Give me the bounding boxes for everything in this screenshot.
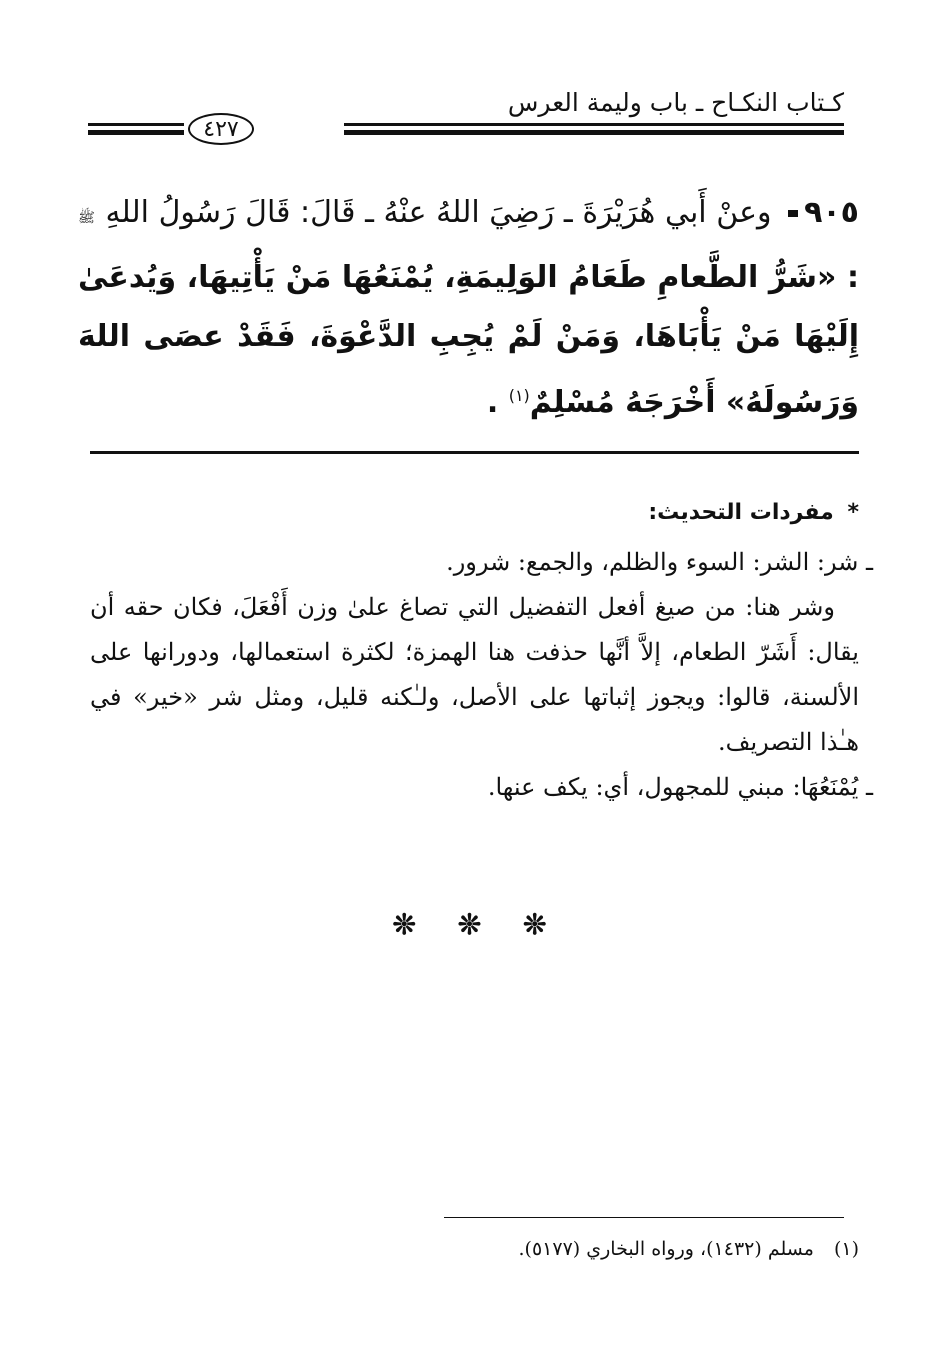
separator-star-icon: ❊ [457,908,482,941]
page-number [188,113,254,145]
hadith-narration-intro: وعنْ أَبي هُرَيْرَةَ ـ رَضِيَ اللهُ عنْهُ ـ قَالَ: قَالَ رَسُولُ اللهِ [105,195,772,230]
vocab-heading [648,500,859,525]
footnote [519,1238,859,1260]
vocab-entry-sharr: ـ شر: الشر: السوء والظلم، والجمع: شرور. [446,548,873,576]
running-title: كـتاب النكـاح ـ باب وليمة العرس [507,88,844,117]
hadith-text: : «شَرُّ الطَّعامِ طَعَامُ الوَلِيمَةِ، يُمْنَعُهَا مَنْ يَأْتِيهَا، وَيُدعَىٰ إِلَيْهَا مَنْ يَأْبَاهَا، وَمَنْ لَمْ يُجِبِ الدَّعْوَةَ، فَقَدْ عصَى اللهَ وَرَسُولَهُ» أَخْرَجَهُ مُسْلِمٌ [78,260,859,420]
footnote-text: مسلم (١٤٣٢)، ورواه البخاري (٥١٧٧). [518,1238,814,1260]
hadith-number: ٩٠٥ [804,195,859,230]
vocab-explanation: وشر هنا: من صيغ أفعل التفضيل التي تصاغ علىٰ وزن أَفْعَلَ، فكان حقه أن يقال: أَشَرّ الطعام، إلاَّ أنَّها حذفت هنا الهمزة؛ لكثرة استعمالها، ودورانها على الألسنة، قالوا: ويجوز إثباتها على الأصل، ولـٰكنه قليل، ومثل شر «خير» في هـٰذا التصريف. [90,593,859,756]
footnote-marker: (١) [833,1238,859,1260]
section-separator [0,908,939,941]
salla-honorific: ﷺ [78,210,95,226]
hadith-block [78,183,859,432]
header-rule-right [344,123,844,137]
hadith-footnote-ref: (١) [508,386,530,405]
section-divider [90,451,859,454]
footnote-rule [444,1217,844,1218]
separator-star-icon: ❊ [522,908,547,941]
asterisk-icon: * [847,500,859,525]
header-rule-left [88,123,184,137]
vocab-entry-yumnaauha: ـ يُمْنَعُهَا: مبني للمجهول، أي: يكف عنها. [487,773,873,801]
separator-star-icon: ❊ [392,908,417,941]
vocab-heading-text: مفردات التحديث: [648,500,834,525]
vocab-body [90,540,873,810]
hadith-number-dash [788,210,798,217]
page-number-text: ٤٢٧ [203,116,239,142]
hadith-end: . [486,385,499,420]
